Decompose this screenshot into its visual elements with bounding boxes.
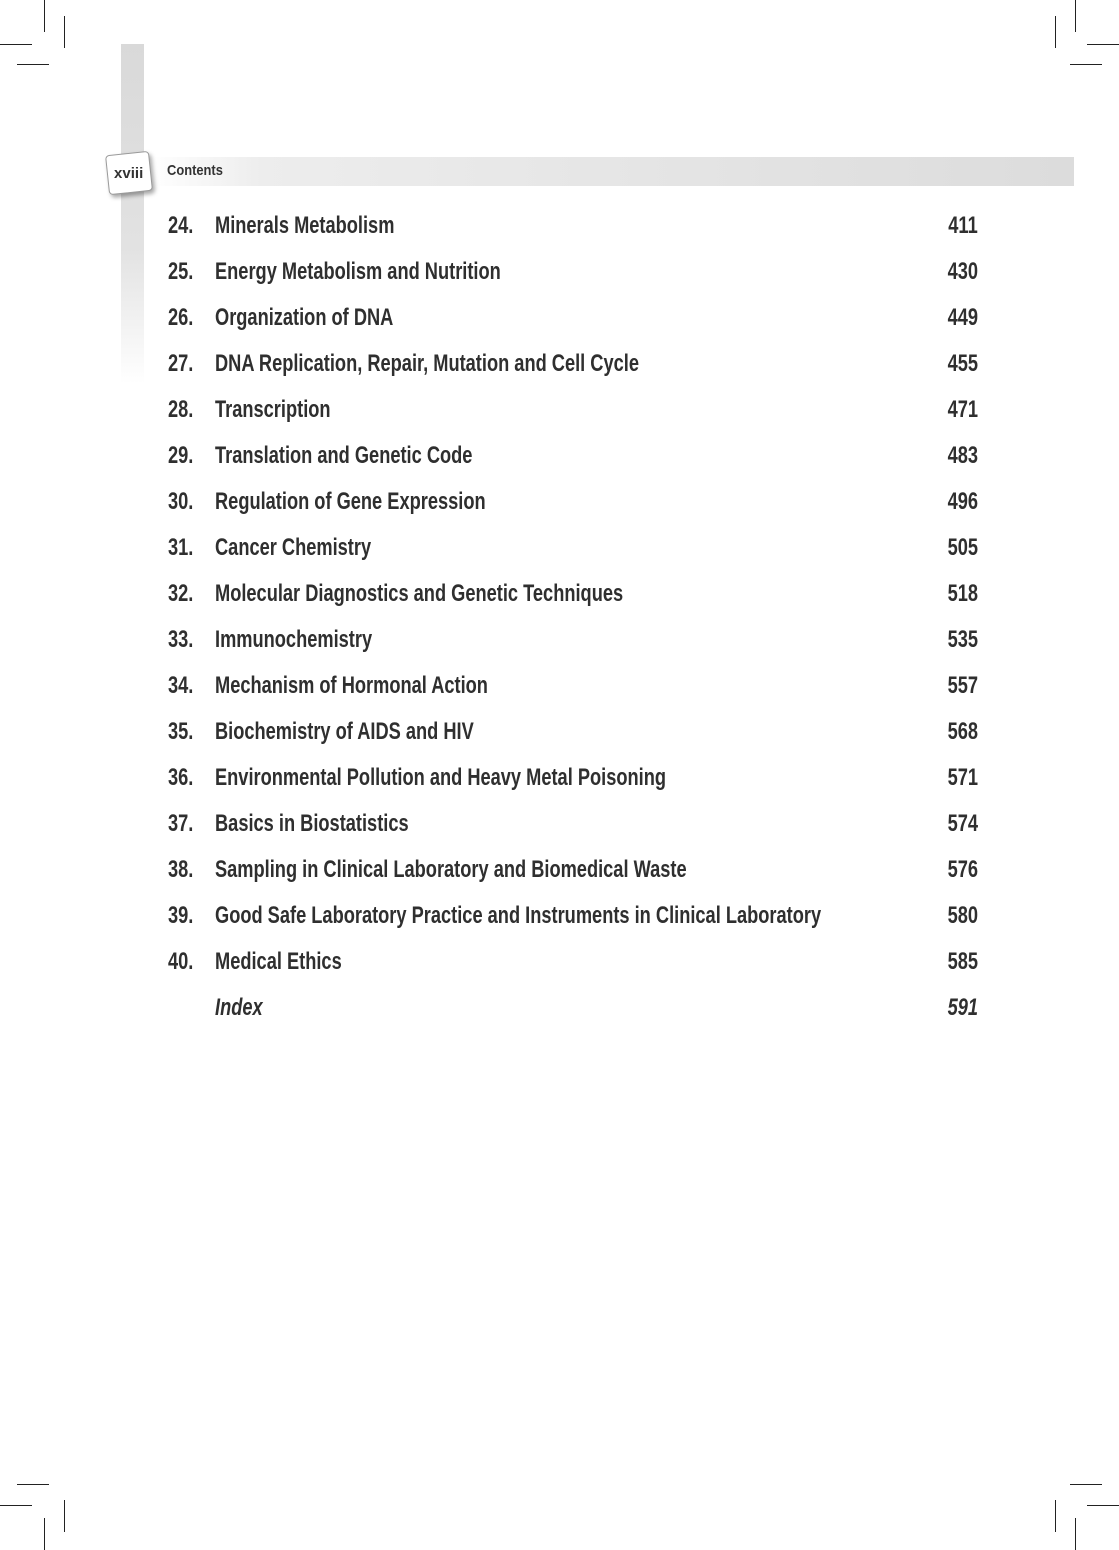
chapter-title: Medical Ethics [215, 948, 342, 975]
page-number-tab [105, 151, 153, 195]
toc-entry [168, 297, 978, 343]
chapter-title: Biochemistry of AIDS and HIV [215, 718, 474, 745]
toc-entry [168, 481, 978, 527]
crop-mark-top-right-v2 [1055, 16, 1056, 48]
crop-mark-bottom-left-v1 [44, 1518, 45, 1550]
crop-mark-bottom-left-h1 [0, 1505, 32, 1506]
chapter-number: 32. [168, 580, 194, 607]
crop-mark-top-left-h2 [17, 64, 49, 65]
toc-entry [168, 941, 978, 987]
chapter-title: Basics in Biostatistics [215, 810, 409, 837]
chapter-number: 29. [168, 442, 194, 469]
chapter-title: Molecular Diagnostics and Genetic Techniques [215, 580, 624, 607]
chapter-number: 33. [168, 626, 194, 653]
page-number: xviii [114, 164, 144, 182]
chapter-page-number: 411 [948, 212, 978, 239]
chapter-page-number: 557 [947, 672, 978, 699]
toc-index-entry [168, 987, 978, 1033]
chapter-title: Environmental Pollution and Heavy Metal Poisoning [215, 764, 667, 791]
chapter-number: 38. [168, 856, 194, 883]
crop-mark-bottom-left-v2 [64, 1500, 65, 1532]
index-page-number: 591 [947, 994, 978, 1021]
toc-entry [168, 435, 978, 481]
crop-mark-bottom-right-v2 [1055, 1500, 1056, 1532]
crop-mark-top-right-h2 [1070, 64, 1102, 65]
toc-entry [168, 251, 978, 297]
crop-mark-top-right-h1 [1087, 44, 1119, 45]
chapter-title: Regulation of Gene Expression [215, 488, 486, 515]
side-gradient-bar [121, 44, 144, 384]
chapter-page-number: 535 [947, 626, 978, 653]
running-header-title: Contents [167, 162, 223, 179]
chapter-title: Sampling in Clinical Laboratory and Biomedical Waste [215, 856, 687, 883]
chapter-number: 34. [168, 672, 194, 699]
chapter-title: Mechanism of Hormonal Action [215, 672, 488, 699]
chapter-title: Good Safe Laboratory Practice and Instruments in Clinical Laboratory [215, 902, 822, 929]
chapter-page-number: 496 [947, 488, 978, 515]
chapter-title: Organization of DNA [215, 304, 394, 331]
chapter-page-number: 430 [947, 258, 978, 285]
chapter-number: 30. [168, 488, 194, 515]
chapter-title: Transcription [215, 396, 331, 423]
toc-entry [168, 711, 978, 757]
chapter-number: 28. [168, 396, 194, 423]
crop-mark-bottom-right-v1 [1075, 1518, 1076, 1550]
chapter-page-number: 580 [947, 902, 978, 929]
chapter-page-number: 571 [947, 764, 978, 791]
chapter-page-number: 518 [947, 580, 978, 607]
chapter-page-number: 574 [947, 810, 978, 837]
header-band [150, 157, 1074, 186]
chapter-page-number: 568 [947, 718, 978, 745]
toc-entry [168, 803, 978, 849]
index-title: Index [215, 994, 263, 1021]
crop-mark-top-left-v2 [64, 16, 65, 48]
chapter-page-number: 576 [947, 856, 978, 883]
toc-entry [168, 205, 978, 251]
chapter-number: 40. [168, 948, 194, 975]
chapter-title: Immunochemistry [215, 626, 373, 653]
chapter-number: 24. [168, 212, 194, 239]
chapter-page-number: 471 [947, 396, 978, 423]
chapter-title: Translation and Genetic Code [215, 442, 473, 469]
chapter-page-number: 585 [947, 948, 978, 975]
toc-entry [168, 343, 978, 389]
toc-entry [168, 527, 978, 573]
chapter-page-number: 505 [947, 534, 978, 561]
chapter-title: Energy Metabolism and Nutrition [215, 258, 501, 285]
toc-entry [168, 665, 978, 711]
crop-mark-top-left-v1 [44, 0, 45, 32]
crop-mark-bottom-right-h1 [1087, 1505, 1119, 1506]
toc-entry [168, 619, 978, 665]
table-of-contents [168, 205, 978, 1033]
chapter-page-number: 455 [947, 350, 978, 377]
crop-mark-bottom-right-h2 [1070, 1484, 1102, 1485]
chapter-number: 25. [168, 258, 194, 285]
chapter-title: DNA Replication, Repair, Mutation and Cell Cycle [215, 350, 639, 377]
toc-entry [168, 849, 978, 895]
chapter-number: 27. [168, 350, 194, 377]
chapter-number: 31. [168, 534, 194, 561]
chapter-number: 35. [168, 718, 194, 745]
toc-entry [168, 895, 978, 941]
crop-mark-top-left-h1 [0, 44, 32, 45]
chapter-number: 37. [168, 810, 194, 837]
chapter-page-number: 483 [947, 442, 978, 469]
chapter-number: 39. [168, 902, 194, 929]
chapter-number: 26. [168, 304, 194, 331]
toc-entry [168, 573, 978, 619]
chapter-title: Minerals Metabolism [215, 212, 395, 239]
chapter-page-number: 449 [947, 304, 978, 331]
crop-mark-bottom-left-h2 [17, 1484, 49, 1485]
chapter-title: Cancer Chemistry [215, 534, 372, 561]
toc-entry [168, 757, 978, 803]
crop-mark-top-right-v1 [1075, 0, 1076, 32]
chapter-number: 36. [168, 764, 194, 791]
toc-entry [168, 389, 978, 435]
